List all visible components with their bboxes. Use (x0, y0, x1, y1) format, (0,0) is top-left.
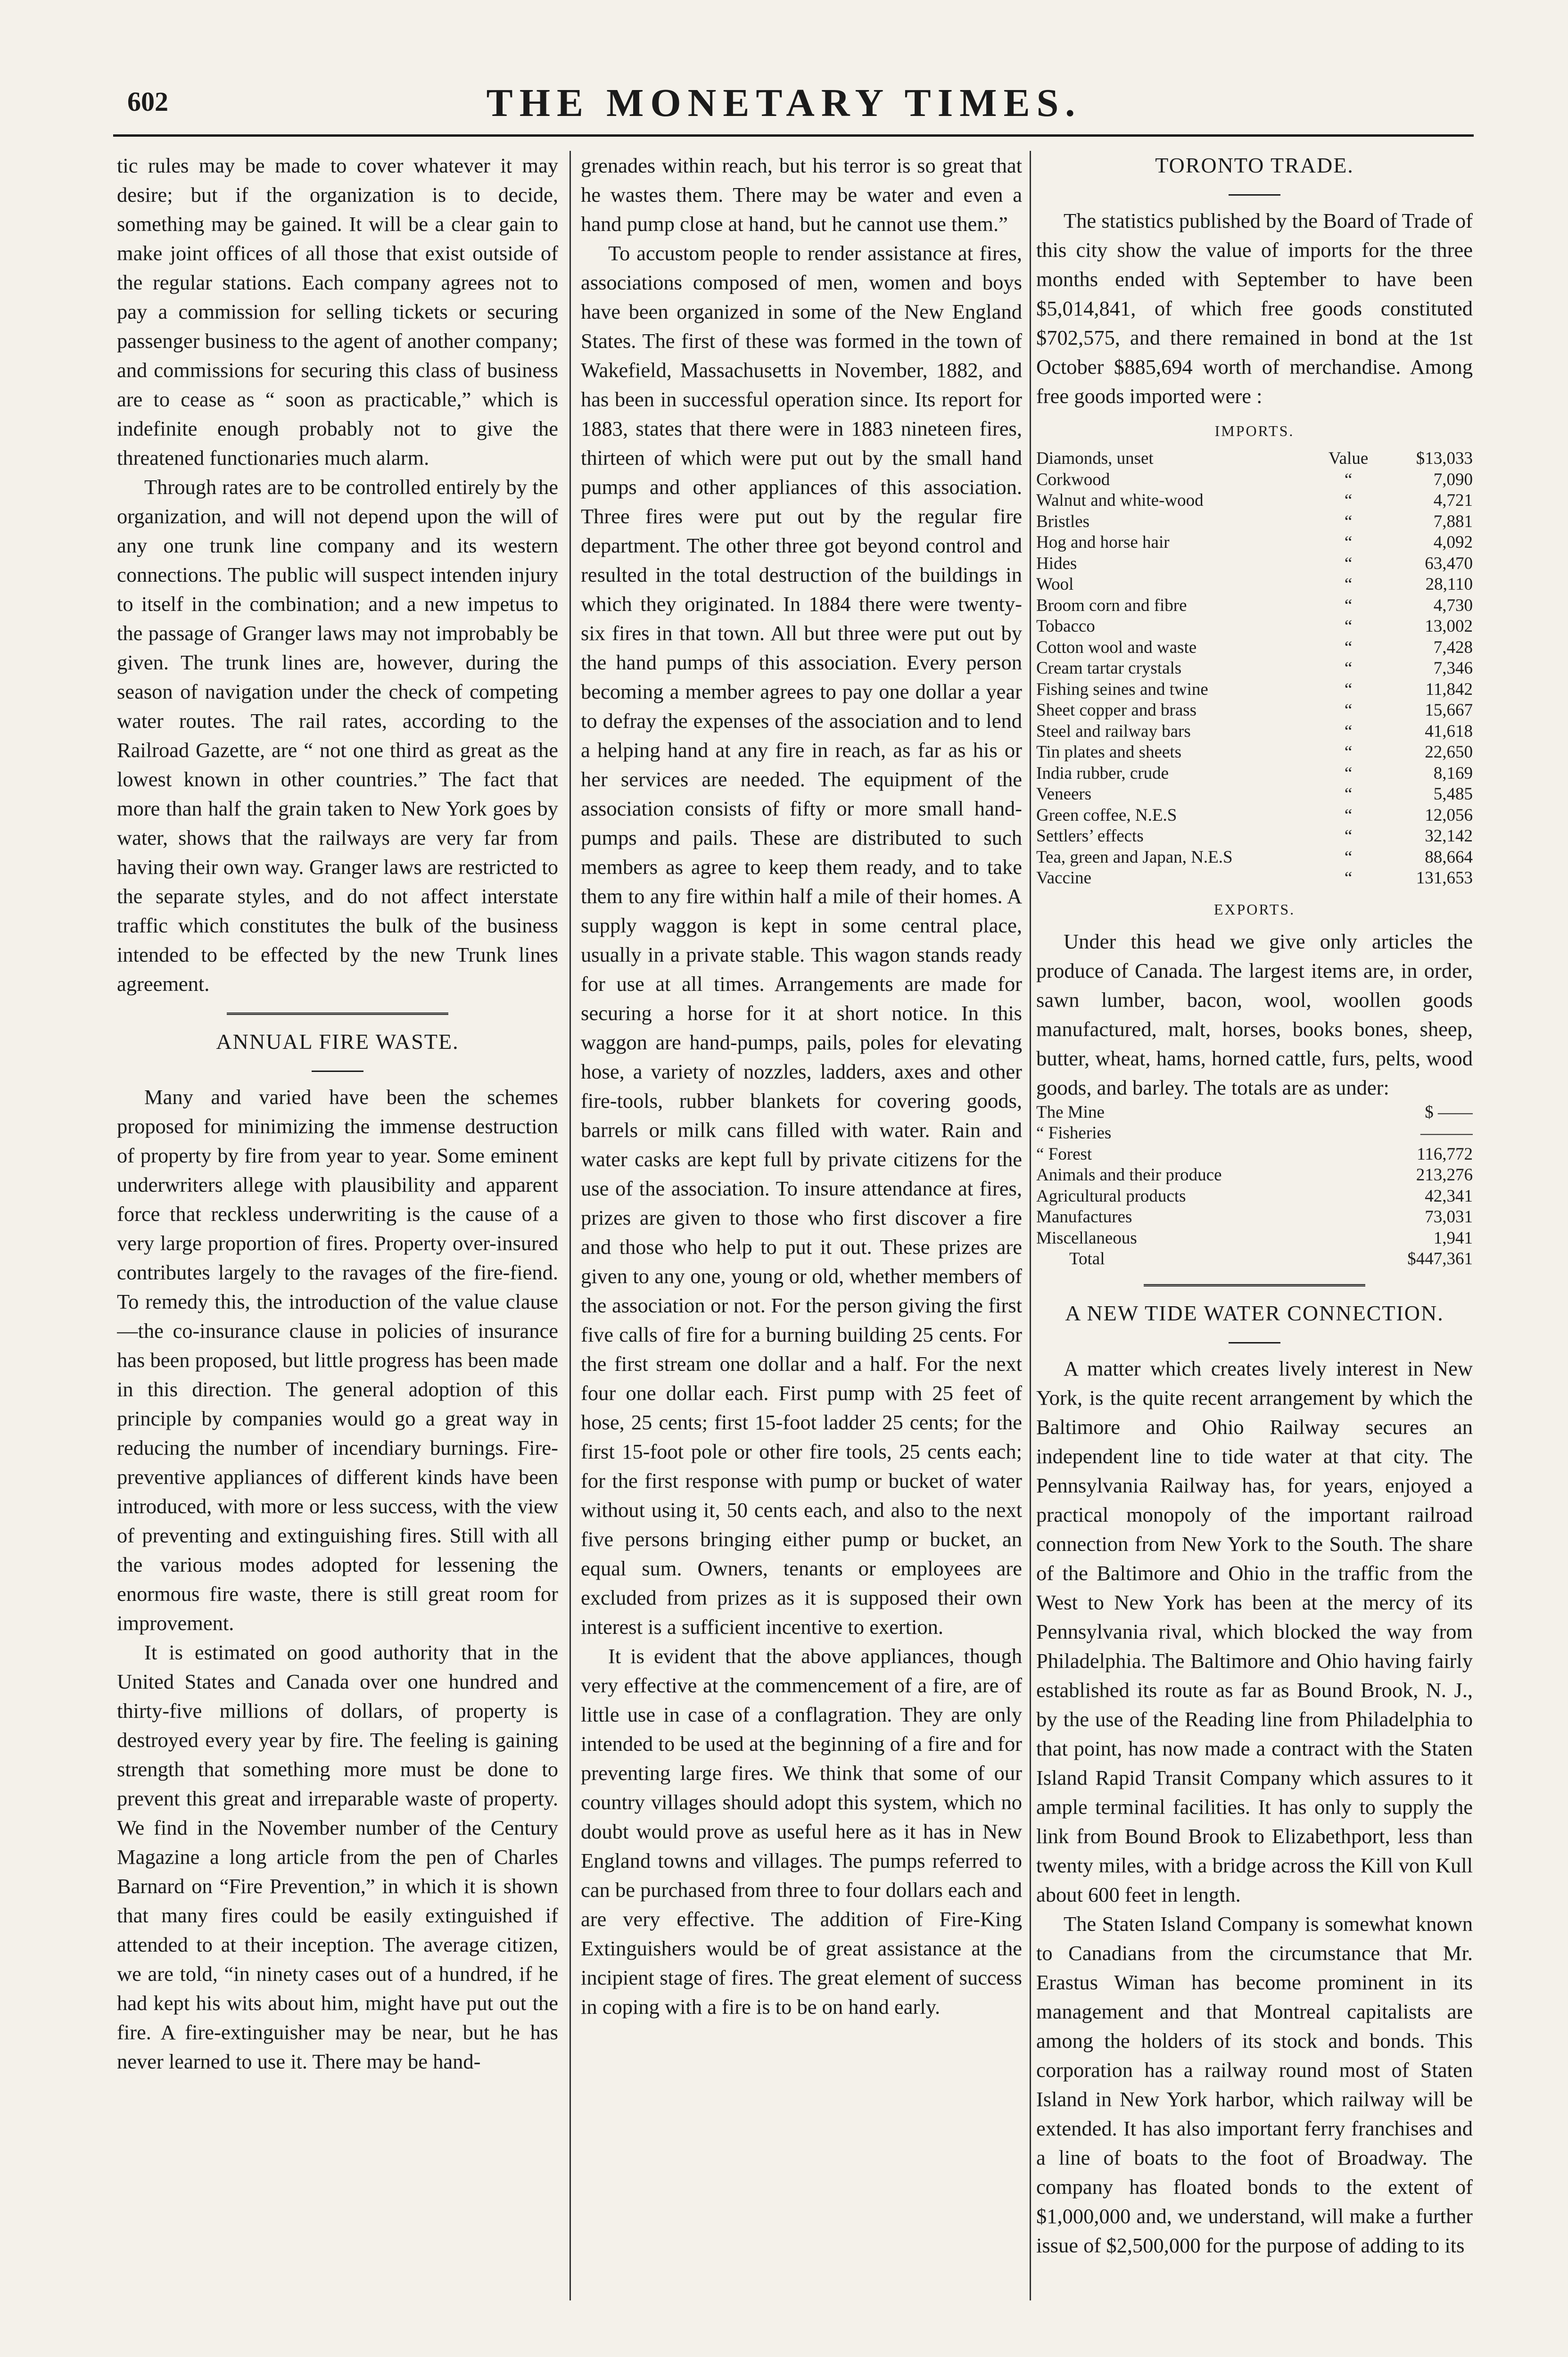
import-item: Tobacco (1036, 617, 1095, 636)
export-item: “ Fisheries (1036, 1123, 1112, 1143)
imports-row (1036, 553, 1473, 575)
import-item: Sheet copper and brass (1036, 701, 1197, 720)
paragraph: To accustom people to render assistance at fires, associations composed of men, women and boys have been organized in some of the New England States. The first of these was formed in the town of Wakefield, Massachusetts in November, 1882, and has been in successful operation since. Its report for 1883, states that there were in 1883 nineteen fires, thirteen of which were put out by the small hand pumps and other appliances of this association. Three fires were put out by the regular fire department. The other three got beyond control and resulted in the total destruction of the buildings in which they originated. In 1884 there were twenty-six fires in that town. All but three were put out by the hand pumps of this association. Every person becoming a member agrees to pay one dollar a year to defray the expenses of the association and to lend a helping hand at any fire in reach, as far as his or her services are needed. The equipment of the association consists of fifty or more small hand-pumps and pails. These are distributed to such members as agree to keep them ready, and to take them to any fire within half a mile of their homes. A supply waggon is kept in some central place, usually in a private stable. This wagon stands ready for use at all times. Arrangements are made for securing a horse for it at short notice. In this waggon are hand-pumps, pails, poles for elevating hose, a variety of nozzles, ladders, axes and other fire-tools, rubber blankets for covering goods, barrels or milk cans filled with water. Rain and water casks are kept full by private citizens for the use of the association. To insure attendance at fires, prizes are given to those who first discover a fire and those who help to put it out. These prizes are given to any one, young or old, whether members of the association or not. For the person giving the first five calls of fire for a burning building 25 cents. For the first stream one dollar and a half. For the next four one dollar each. First pump with 25 feet of hose, 25 cents; first 15-foot ladder 25 cents; for the first 15-foot pole or other fire tools, 25 cents each; for the first response with pump or bucket of water without using it, 50 cents each, and also to the next five persons bringing either pump or bucket, an equal sum. Owners, tenants or employees are excluded from prizes as it is supposed their own interest is a sufficient incentive to exertion. (581, 241, 1022, 1639)
import-value: 131,653 (1416, 868, 1473, 888)
paragraph: Through rates are to be controlled entirely by the organization, and will not depend upon the will of any one trunk line company and its western connections. The public will suspect intenden injury to itself in the combination; and a new impetus to the passage of Granger laws may not improbably be given. The trunk lines are, however, during the season of navigation under the check of competing water routes. The rail rates, according to the Railroad Gazette, are “ not one third as great as the lowest known in other countries.” The fact that more than half the grain taken to New York goes by water, shows that the railways are very far from having their own way. Granger laws are restricted to the separate styles, and do not affect interstate traffic which constitutes the bulk of the business intended to be effected by the new Trunk lines agreement. (117, 475, 558, 996)
column-divider-1 (569, 151, 571, 2300)
export-value: 73,031 (1425, 1207, 1473, 1227)
export-value: 213,276 (1416, 1165, 1473, 1185)
import-value-mark: “ (1344, 470, 1353, 489)
imports-row (1036, 470, 1473, 491)
imports-row (1036, 490, 1473, 511)
import-value: 5,485 (1433, 784, 1473, 804)
import-value: 12,056 (1425, 805, 1473, 825)
imports-table (1036, 448, 1473, 889)
import-item: Wool (1036, 575, 1074, 594)
import-item: Tin plates and sheets (1036, 742, 1181, 762)
import-item: Settlers’ effects (1036, 826, 1144, 846)
paragraph: A matter which creates lively interest in New York, is the quite recent arrangement by which the Baltimore and Ohio Railway secures an independent line to tide water at that city. The Pennsylvania Railway has, for years, enjoyed a practical monopoly of the important railroad connection from New York to the South. The share of the Baltimore and Ohio in the traffic from the West to New York has been at the mercy of its Pennsylvania rival, which blocked the way from Philadelphia. The Baltimore and Ohio having fairly established its route as far as Bound Brook, N. J., by the use of the Reading line from Philadelphia to that point, has now made a contract with the Staten Island Rapid Transit Company which assures to it ample terminal facilities. It has only to supply the link from Bound Brook to Elizabethport, less than twenty miles, with a bridge across the Kill von Kull about 600 feet in length. (1036, 1356, 1473, 1906)
import-item: Fishing seines and twine (1036, 679, 1208, 699)
import-value-mark: “ (1344, 595, 1353, 615)
paragraph: Many and varied have been the schemes proposed for minimizing the immense destruction of property by fire from year to year. Some eminent underwriters allege with plausibility and apparent force that reckless underwriting is the cause of a very large proportion of fires. Property over-insured contributes largely to the ravages of the fire-fiend. To remedy this, the introduction of the value clause—the co-insurance clause in policies of insurance has been proposed, but little progress has been made in this direction. The general adoption of this principle by companies would go a great way in reducing the number of incendiary burnings. Fire-preventive appliances of different kinds have been introduced, with more or less success, with the view of preventing and extinguishing fires. Still with all the various modes adopted for lessening the enormous fire waste, there is still great room for improvement. (117, 1085, 558, 1635)
import-item: Hog and horse hair (1036, 533, 1170, 552)
exports-row (1036, 1207, 1473, 1228)
import-value: 22,650 (1425, 742, 1473, 762)
import-value-mark: “ (1344, 659, 1353, 678)
import-value-mark: “ (1344, 847, 1353, 867)
paragraph: It is estimated on good authority that in the United States and Canada over one hundred and thirty-five millions of dollars, of property is destroyed every year by fire. The feeling is gaining strength that something more must be done to prevent this great and irreparable waste of property. We find in the November number of the Century Magazine a long article from the pen of Charles Barnard on “Fire Prevention,” in which it is shown that many fires could be easily extinguished if attended to at their inception. The average citizen, we are told, “in ninety cases out of a hundred, if he had kept his wits about him, might have put out the fire. A fire-extinguisher may be near, but he has never learned to use it. There may be hand- (117, 1640, 558, 2073)
exports-row (1036, 1144, 1473, 1165)
import-item: Cotton wool and waste (1036, 637, 1197, 657)
imports-row (1036, 511, 1473, 533)
imports-row (1036, 763, 1473, 784)
imports-row (1036, 721, 1473, 742)
export-value: ——— (1420, 1123, 1473, 1143)
import-item: Broom corn and fibre (1036, 595, 1187, 615)
paragraph: Under this head we give only articles the produce of Canada. The largest items are, in order, sawn lumber, bacon, wool, woollen goods manufactured, malt, horses, books bones, sheep, butter, wheat, hams, horned cattle, furs, pelts, wood goods, and barley. The totals are as under: (1036, 929, 1473, 1099)
column-2 (581, 151, 1022, 2315)
export-item: “ Forest (1036, 1144, 1092, 1164)
total-label: Total (1069, 1249, 1105, 1269)
import-value-mark: “ (1344, 805, 1353, 825)
imports-row (1036, 826, 1473, 847)
imports-row (1036, 700, 1473, 721)
import-value-mark: “ (1344, 679, 1353, 699)
export-item: Agricultural products (1036, 1186, 1186, 1206)
import-value-mark: Value (1329, 449, 1369, 468)
section-title-tide-water: A NEW TIDE WATER CONNECTION. (1065, 1301, 1444, 1325)
imports-row (1036, 637, 1473, 659)
import-value: 28,110 (1425, 575, 1473, 594)
exports-total-row (1036, 1249, 1473, 1270)
imports-row (1036, 679, 1473, 701)
import-value-mark: “ (1344, 617, 1353, 636)
import-value: 7,346 (1433, 659, 1473, 678)
imports-row (1036, 532, 1473, 553)
import-value-mark: “ (1344, 511, 1353, 531)
import-value-mark: “ (1344, 784, 1353, 804)
import-value-mark: “ (1344, 491, 1353, 510)
import-item: Tea, green and Japan, N.E.S (1036, 847, 1233, 867)
import-value: 15,667 (1425, 701, 1473, 720)
import-value: 8,169 (1433, 763, 1473, 783)
import-value: 7,428 (1433, 637, 1473, 657)
import-value-mark: “ (1344, 533, 1353, 552)
import-value: 41,618 (1425, 721, 1473, 741)
export-item: The Mine (1036, 1102, 1105, 1122)
import-item: Diamonds, unset (1036, 449, 1154, 468)
imports-heading: IMPORTS. (1214, 422, 1295, 439)
imports-row (1036, 574, 1473, 595)
export-value: $ —— (1425, 1102, 1473, 1122)
section-rule (1144, 1284, 1365, 1286)
exports-table (1036, 1102, 1473, 1270)
import-value: 63,470 (1425, 553, 1473, 573)
section-rule-short (1229, 194, 1280, 196)
export-value: 116,772 (1417, 1144, 1473, 1164)
import-value: 4,730 (1433, 595, 1473, 615)
imports-row (1036, 805, 1473, 826)
export-item: Manufactures (1036, 1207, 1132, 1227)
import-item: Veneers (1036, 784, 1092, 804)
import-value: 4,092 (1433, 533, 1473, 552)
export-item: Animals and their produce (1036, 1165, 1222, 1185)
import-item: Hides (1036, 553, 1077, 573)
section-title-toronto-trade: TORONTO TRADE. (1155, 153, 1354, 177)
import-item: India rubber, crude (1036, 763, 1169, 783)
paragraph: The statistics published by the Board of Trade of this city show the value of imports for the three months ended with September to have been $5,014,841, of which free goods constituted $702,575, and there remained in bond at the 1st October $885,694 worth of merchandise. Among free goods imported were : (1036, 209, 1473, 408)
header-rule (113, 134, 1474, 137)
exports-row (1036, 1228, 1473, 1249)
import-value-mark: “ (1344, 826, 1353, 846)
column-3 (1036, 151, 1473, 2315)
imports-row (1036, 448, 1473, 470)
import-value-mark: “ (1344, 742, 1353, 762)
import-item: Walnut and white-wood (1036, 491, 1204, 510)
page-number: 602 (127, 86, 168, 117)
import-item: Cream tartar crystals (1036, 659, 1182, 678)
import-item: Vaccine (1036, 868, 1092, 888)
section-title-annual-fire-waste: ANNUAL FIRE WASTE. (216, 1030, 459, 1054)
export-value: 1,941 (1433, 1228, 1473, 1248)
imports-row (1036, 742, 1473, 763)
imports-row (1036, 595, 1473, 617)
imports-row (1036, 784, 1473, 805)
page-header (0, 80, 1568, 132)
imports-row (1036, 616, 1473, 637)
import-value: 7,881 (1433, 511, 1473, 531)
section-rule (227, 1013, 448, 1015)
export-item: Miscellaneous (1036, 1228, 1137, 1248)
import-item: Steel and railway bars (1036, 721, 1191, 741)
imports-row (1036, 868, 1473, 889)
column-1 (117, 151, 558, 2315)
exports-row (1036, 1186, 1473, 1207)
section-rule-short (1229, 1342, 1280, 1343)
import-value: 32,142 (1425, 826, 1473, 846)
import-value: $13,033 (1416, 449, 1473, 468)
import-item: Corkwood (1036, 470, 1110, 489)
paragraph: grenades within reach, but his terror is so great that he wastes them. There may be water and even a hand pump close at hand, but he cannot use them.” (581, 154, 1022, 236)
import-value: 7,090 (1433, 470, 1473, 489)
import-item: Bristles (1036, 511, 1090, 531)
import-value-mark: “ (1344, 637, 1353, 657)
import-value: 88,664 (1425, 847, 1473, 867)
import-value-mark: “ (1344, 553, 1353, 573)
column-divider-2 (1030, 151, 1031, 2300)
exports-row (1036, 1102, 1473, 1123)
import-value: 11,842 (1425, 679, 1473, 699)
paragraph: It is evident that the above appliances, though very effective at the commencement of a fire, are of little use in case of a conflagration. They are only intended to be used at the beginning of a fire and for preventing large fires. We think that some of our country villages should adopt this system, which no doubt would prove as useful here as it has in New England towns and villages. The pumps referred to can be purchased from three to four dollars each and are very effective. The addition of Fire-King Extinguishers would be of great assistance at the incipient stage of fires. The great element of success in coping with a fire is to be on hand early. (581, 1644, 1022, 2019)
import-value-mark: “ (1344, 868, 1353, 888)
import-value-mark: “ (1344, 721, 1353, 741)
import-value: 4,721 (1433, 491, 1473, 510)
paragraph: The Staten Island Company is somewhat known to Canadians from the circumstance that Mr. Erastus Wiman has become prominent in its management and that Montreal capitalists are among the holders of its stock and bonds. This corporation has a railway round most of Staten Island in New York harbor, which railway will be extended. It has also important ferry franchises and a line of boats to the foot of Broadway. The company has floated bonds to the extent of $1,000,000 and, we understand, will make a further issue of $2,500,000 for the purpose of adding to its (1036, 1912, 1473, 2257)
import-value-mark: “ (1344, 575, 1353, 594)
import-value: 13,002 (1425, 617, 1473, 636)
section-rule-short (312, 1071, 363, 1072)
import-item: Green coffee, N.E.S (1036, 805, 1177, 825)
exports-heading: EXPORTS. (1213, 900, 1296, 918)
imports-row (1036, 847, 1473, 868)
import-value-mark: “ (1344, 701, 1353, 720)
export-value: 42,341 (1425, 1186, 1473, 1206)
import-value-mark: “ (1344, 763, 1353, 783)
total-value: $447,361 (1407, 1249, 1473, 1269)
exports-row (1036, 1123, 1473, 1144)
masthead-title: THE MONETARY TIMES. (486, 81, 1082, 125)
exports-row (1036, 1165, 1473, 1186)
imports-row (1036, 658, 1473, 679)
paragraph: tic rules may be made to cover whatever it may desire; but if the organization is to decide, something may be gained. It will be a clear gain to make joint offices of all those that exist outside of the regular stations. Each company agrees not to pay a commission for selling tickets or securing passenger business to the agent of another company; and commissions for securing this class of business are to cease as “ soon as practicable,” which is indefinite enough probably not to give the threatened functionaries much alarm. (117, 154, 558, 470)
